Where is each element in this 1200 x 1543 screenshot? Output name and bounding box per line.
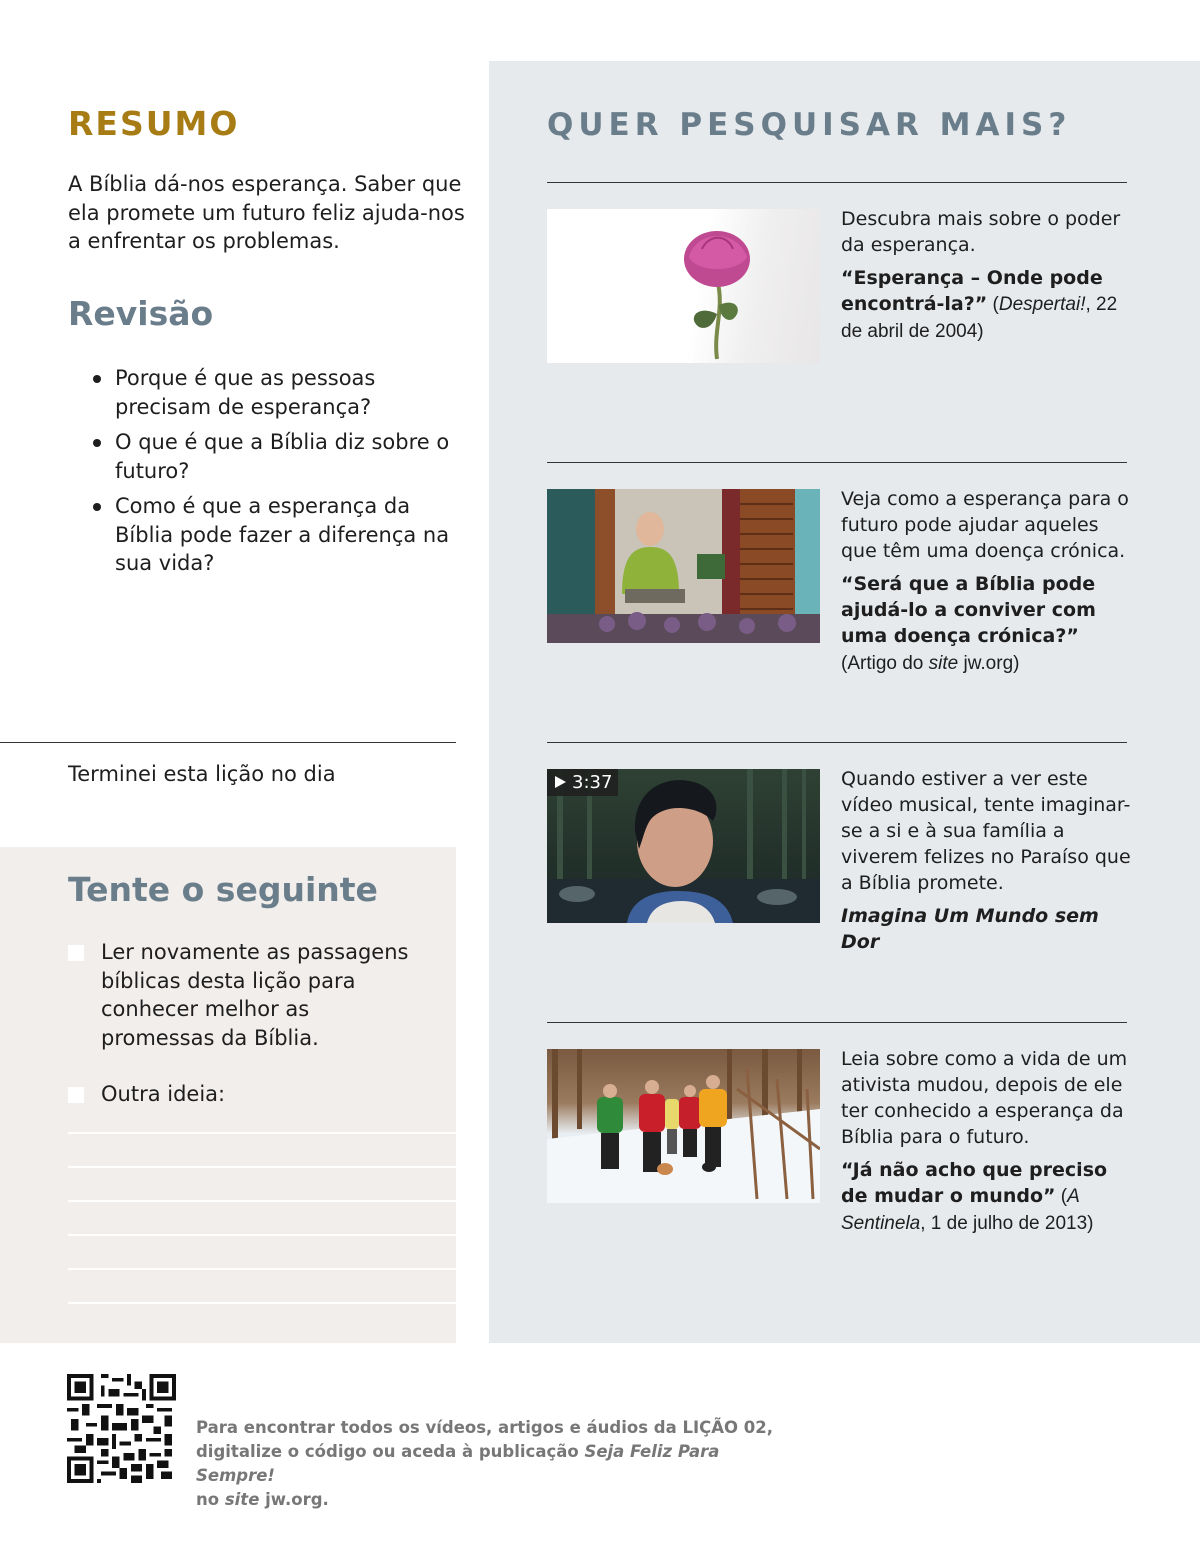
divider [0, 742, 456, 743]
family-walking-image[interactable] [547, 1049, 820, 1203]
try-this-item [68, 938, 418, 1052]
writing-line[interactable] [68, 1302, 456, 1304]
writing-line[interactable] [68, 1234, 456, 1236]
try-this-item [68, 1080, 418, 1109]
revisao-question: Porque é que as pessoas precisam de esperança? [90, 364, 450, 421]
reference-text: ( [987, 294, 999, 315]
reference-text: ( [1055, 1186, 1068, 1207]
divider [547, 462, 1127, 463]
research-item [841, 486, 1131, 677]
reference-text: jw.org) [958, 653, 1020, 674]
writing-line[interactable] [68, 1200, 456, 1202]
divider [547, 742, 1127, 743]
man-at-window-image[interactable] [547, 489, 820, 643]
divider [547, 1022, 1127, 1023]
completion-date-label: Terminei esta lição no dia [68, 762, 336, 786]
video-title[interactable]: Imagina Um Mundo sem Dor [841, 905, 1099, 953]
checkbox-icon[interactable] [68, 1087, 84, 1103]
reference-publication: A Sentinela [841, 1186, 1080, 1234]
research-title[interactable]: “Será que a Bíblia pode ajudá-lo a conviver com uma doença crónica?” [841, 573, 1096, 647]
qr-code-icon[interactable] [67, 1374, 176, 1483]
research-title[interactable]: “Já não acho que preciso de mudar o mundo” [841, 1159, 1108, 1207]
footer-line: site [224, 1490, 260, 1509]
research-item [841, 766, 1131, 955]
try-this-item-text: Outra ideia: [101, 1082, 226, 1106]
research-item [841, 206, 1131, 345]
play-icon[interactable] [555, 776, 566, 788]
footer-note [196, 1416, 796, 1512]
revisao-question: O que é que a Bíblia diz sobre o futuro? [90, 428, 450, 485]
research-link[interactable] [841, 571, 1131, 677]
research-title[interactable]: “Esperança – Onde pode encontrá-la?” [841, 267, 1103, 315]
reference-text: , 22 de abril de 2004) [841, 294, 1118, 342]
reference-text: , 1 de julho de 2013) [920, 1213, 1094, 1234]
reference-publication: site [928, 653, 959, 674]
research-item [841, 1046, 1131, 1237]
research-description: Quando estiver a ver este vídeo musical, tente imaginar-se a si e à sua família a viverem felizes no Paraíso que a Bíblia promete. [841, 768, 1131, 894]
resumo-text: A Bíblia dá-nos esperança. Saber que ela promete um futuro feliz ajuda-nos a enfrentar os problemas. [68, 172, 465, 253]
research-link[interactable] [841, 265, 1131, 345]
try-this-item-text: Ler novamente as passagens bíblicas desta lição para conhecer melhor as promessas da Bíblia. [101, 940, 409, 1050]
writing-line[interactable] [68, 1268, 456, 1270]
checkbox-icon[interactable] [68, 945, 84, 961]
resumo-heading: RESUMO [68, 104, 240, 143]
revisao-list [90, 364, 450, 585]
reference-publication: Despertai! [998, 294, 1086, 315]
research-description: Leia sobre como a vida de um ativista mudou, depois de ele ter conhecido a esperança da Bíblia para o futuro. [841, 1048, 1128, 1148]
video-duration: 3:37 [572, 772, 613, 793]
writing-line[interactable] [68, 1166, 456, 1168]
flower-image[interactable] [547, 209, 820, 363]
video-duration-badge [547, 769, 618, 796]
video-thumbnail[interactable] [547, 769, 820, 923]
footer-line: no [196, 1490, 225, 1509]
footer-link[interactable]: jw.org. [259, 1490, 329, 1509]
revisao-heading: Revisão [68, 294, 214, 333]
footer-line: Para encontrar todos os vídeos, artigos e áudios da LIÇÃO 02, [196, 1418, 773, 1437]
research-link[interactable] [841, 1157, 1131, 1237]
reference-text: (Artigo do [841, 653, 929, 674]
research-heading: QUER PESQUISAR MAIS? [547, 107, 1072, 143]
divider [547, 182, 1127, 183]
revisao-question: Como é que a esperança da Bíblia pode fazer a diferença na sua vida? [90, 492, 450, 578]
footer-line: digitalize o código ou aceda à publicação [196, 1442, 585, 1461]
try-this-heading: Tente o seguinte [68, 870, 378, 909]
research-description: Descubra mais sobre o poder da esperança. [841, 208, 1121, 256]
writing-line[interactable] [68, 1132, 456, 1134]
publication-title: Seja Feliz Para Sempre! [196, 1442, 720, 1485]
research-description: Veja como a esperança para o futuro pode ajudar aqueles que têm uma doença crónica. [841, 488, 1129, 562]
